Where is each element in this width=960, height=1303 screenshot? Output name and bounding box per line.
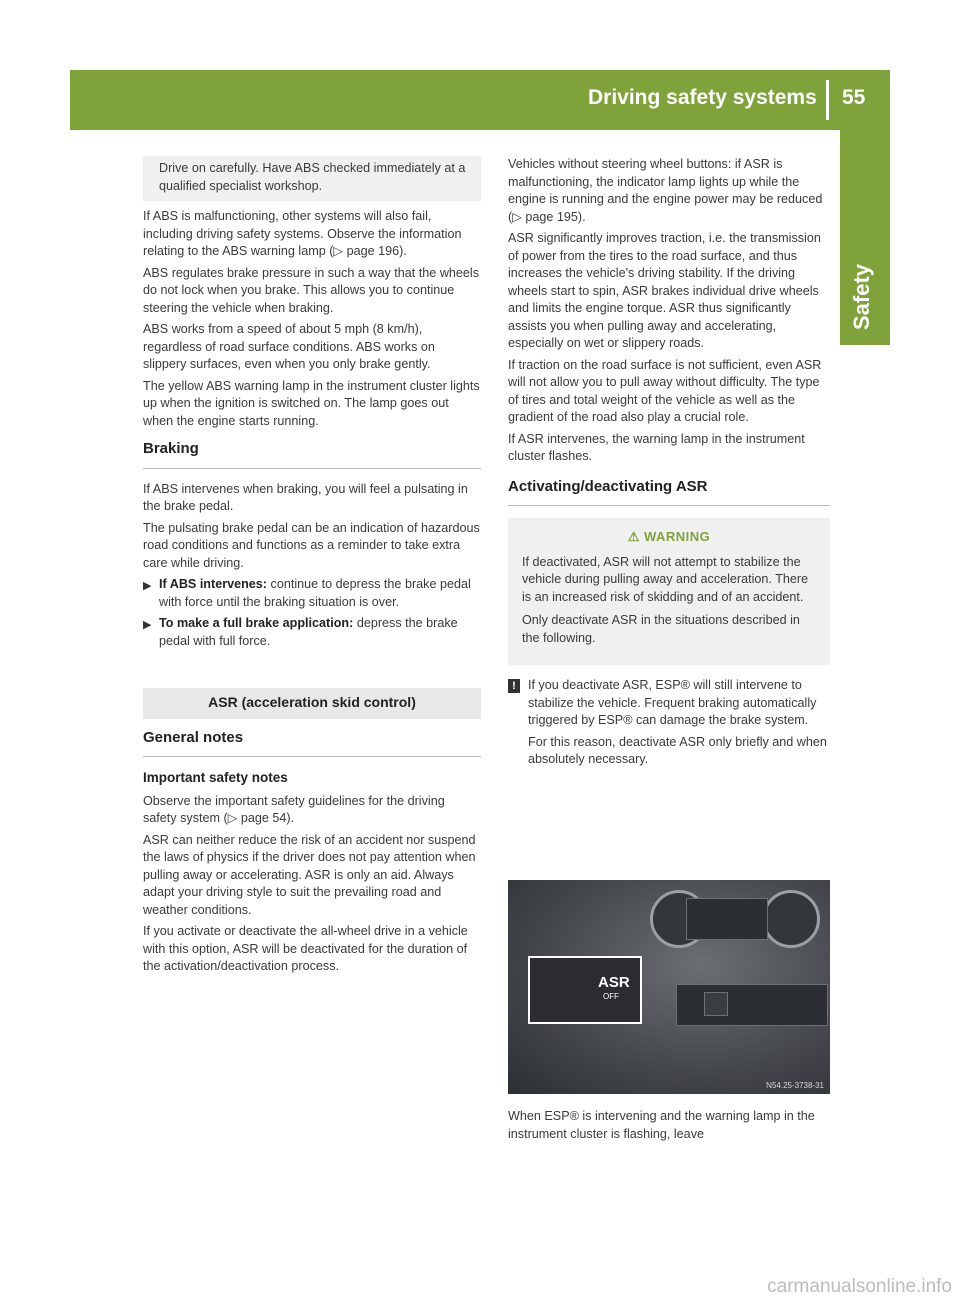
warning-title-text: WARNING: [643, 529, 711, 544]
section-title: ASR (acceleration skid control): [208, 694, 416, 710]
paragraph: If traction on the road surface is not sufficient, even ASR will not allow you to pull away without difficulty. The type of tires and total weight of the vehicle as well as the gradient of the road also play a crucial role.: [508, 357, 822, 424]
paragraph: Vehicles without steering wheel buttons: if ASR is malfunctioning, the indicator lamp lights up while the engine is running and the engine power may be reduced (▷ page 195).: [508, 157, 823, 224]
section-title-box: [143, 688, 481, 719]
warning-text: If deactivated, ASR will not attempt to stabilize the vehicle during pulling away and acceleration. There is an increased risk of skidding and of an accident.: [522, 554, 809, 604]
warning-title: [522, 528, 816, 546]
paragraph: The yellow ABS warning lamp in the instrument cluster lights up when the ignition is switched on. The lamp goes out when the engine starts running.: [143, 378, 480, 428]
header-divider: [826, 80, 829, 120]
side-tab-label: Safety: [849, 263, 874, 330]
paragraph: If you activate or deactivate the all-wheel drive in a vehicle with this option, ASR will be deactivated for the duration of the activation/deactivation process.: [143, 924, 468, 973]
warning-box: [508, 518, 830, 665]
heading-rule: [143, 468, 481, 469]
heading-rule: [143, 756, 481, 757]
control-knob: [762, 890, 820, 948]
paragraph: When ESP® is intervening and the warning lamp in the instrument cluster is flashing, leave: [508, 1109, 815, 1141]
page-header-title: Driving safety systems: [588, 86, 817, 109]
asr-off-label: OFF: [603, 992, 619, 1001]
button-panel: [686, 898, 768, 940]
warning-text: Only deactivate ASR in the situations described in the following.: [522, 613, 800, 645]
step-item: [143, 576, 481, 611]
dashboard-photo: [508, 880, 830, 1094]
asr-button-callout: [528, 956, 642, 1024]
paragraph: The pulsating brake pedal can be an indication of hazardous road conditions and functions as a reminder to take extra care while driving.: [143, 520, 480, 570]
general-notes-heading: General notes: [143, 728, 244, 746]
note-text: If you deactivate ASR, ESP® will still intervene to stabilize the vehicle. Frequent braking automatically triggered by ESP® can damage the brake system.: [528, 678, 817, 727]
paragraph: ASR significantly improves traction, i.e. the transmission of power from the tires to the road surface, and thus increases the vehicle's driving stability. If the driving wheels start to spin, ASR brakes individual drive wheels and limits the engine torque. ASR thus significantly assists you when pulling away and accelerating, especially on wet or slippery roads.: [508, 231, 821, 350]
arrow-right-icon: ▶: [143, 619, 152, 631]
step-text: continue to depress the brake pedal with force until the braking situation is over.: [159, 577, 471, 609]
exclamation-icon: !: [508, 679, 520, 693]
warning-continuation: [143, 156, 481, 201]
activating-heading: Activating/deactivating ASR: [508, 477, 708, 495]
paragraph: If ABS is malfunctioning, other systems will also fail, including driving safety systems. Observe the information relating to the ABS warning lamp (▷ page 196).: [143, 209, 462, 258]
warning-triangle-icon: ⚠: [627, 529, 640, 544]
page-number: 55: [842, 86, 866, 109]
button-panel: [704, 992, 728, 1016]
right-column: [508, 156, 830, 783]
paragraph: Observe the important safety guidelines for the driving safety system (▷ page 54).: [143, 793, 445, 825]
important-notes-heading: Important safety notes: [143, 770, 288, 785]
right-column-tail: [508, 1108, 830, 1147]
paragraph: ASR can neither reduce the risk of an accident nor suspend the laws of physics if the driver does not pay attention when pulling away or accelerating. ASR is only an aid. Always adapt your driving style to suit the prevailing road and weather conditions.: [143, 832, 476, 917]
note-text: For this reason, deactivate ASR only briefly and when absolutely necessary.: [528, 734, 827, 766]
warning-continuation-text: Drive on carefully. Have ABS checked immediately at a qualified specialist workshop.: [159, 161, 466, 193]
button-panel: [676, 984, 828, 1026]
paragraph: If ABS intervenes when braking, you will feel a pulsating in the brake pedal.: [143, 481, 468, 513]
step-text: depress the brake pedal with full force.: [159, 616, 458, 648]
paragraph: If ASR intervenes, the warning lamp in the instrument cluster flashes.: [508, 431, 805, 463]
footer-watermark: carmanualsonline.info: [767, 1276, 952, 1297]
photo-code: N54.25-3738-31: [766, 1081, 824, 1090]
left-column: [143, 156, 481, 980]
paragraph: ABS regulates brake pressure in such a way that the wheels do not lock when you brake. This allows you to continue steering the vehicle when braking.: [143, 265, 480, 315]
step-bold: To make a full brake application:: [159, 616, 354, 630]
step-bold: If ABS intervenes:: [159, 577, 268, 591]
step-item: [143, 615, 481, 650]
arrow-right-icon: ▶: [143, 580, 152, 592]
paragraph: ABS works from a speed of about 5 mph (8 km/h), regardless of road surface conditions. ABS works on slippery surfaces, even when you only brake gently.: [143, 322, 435, 371]
braking-heading: Braking: [143, 440, 199, 457]
note-block: [508, 677, 830, 773]
asr-label: ASR: [598, 974, 630, 991]
heading-rule: [508, 505, 830, 506]
